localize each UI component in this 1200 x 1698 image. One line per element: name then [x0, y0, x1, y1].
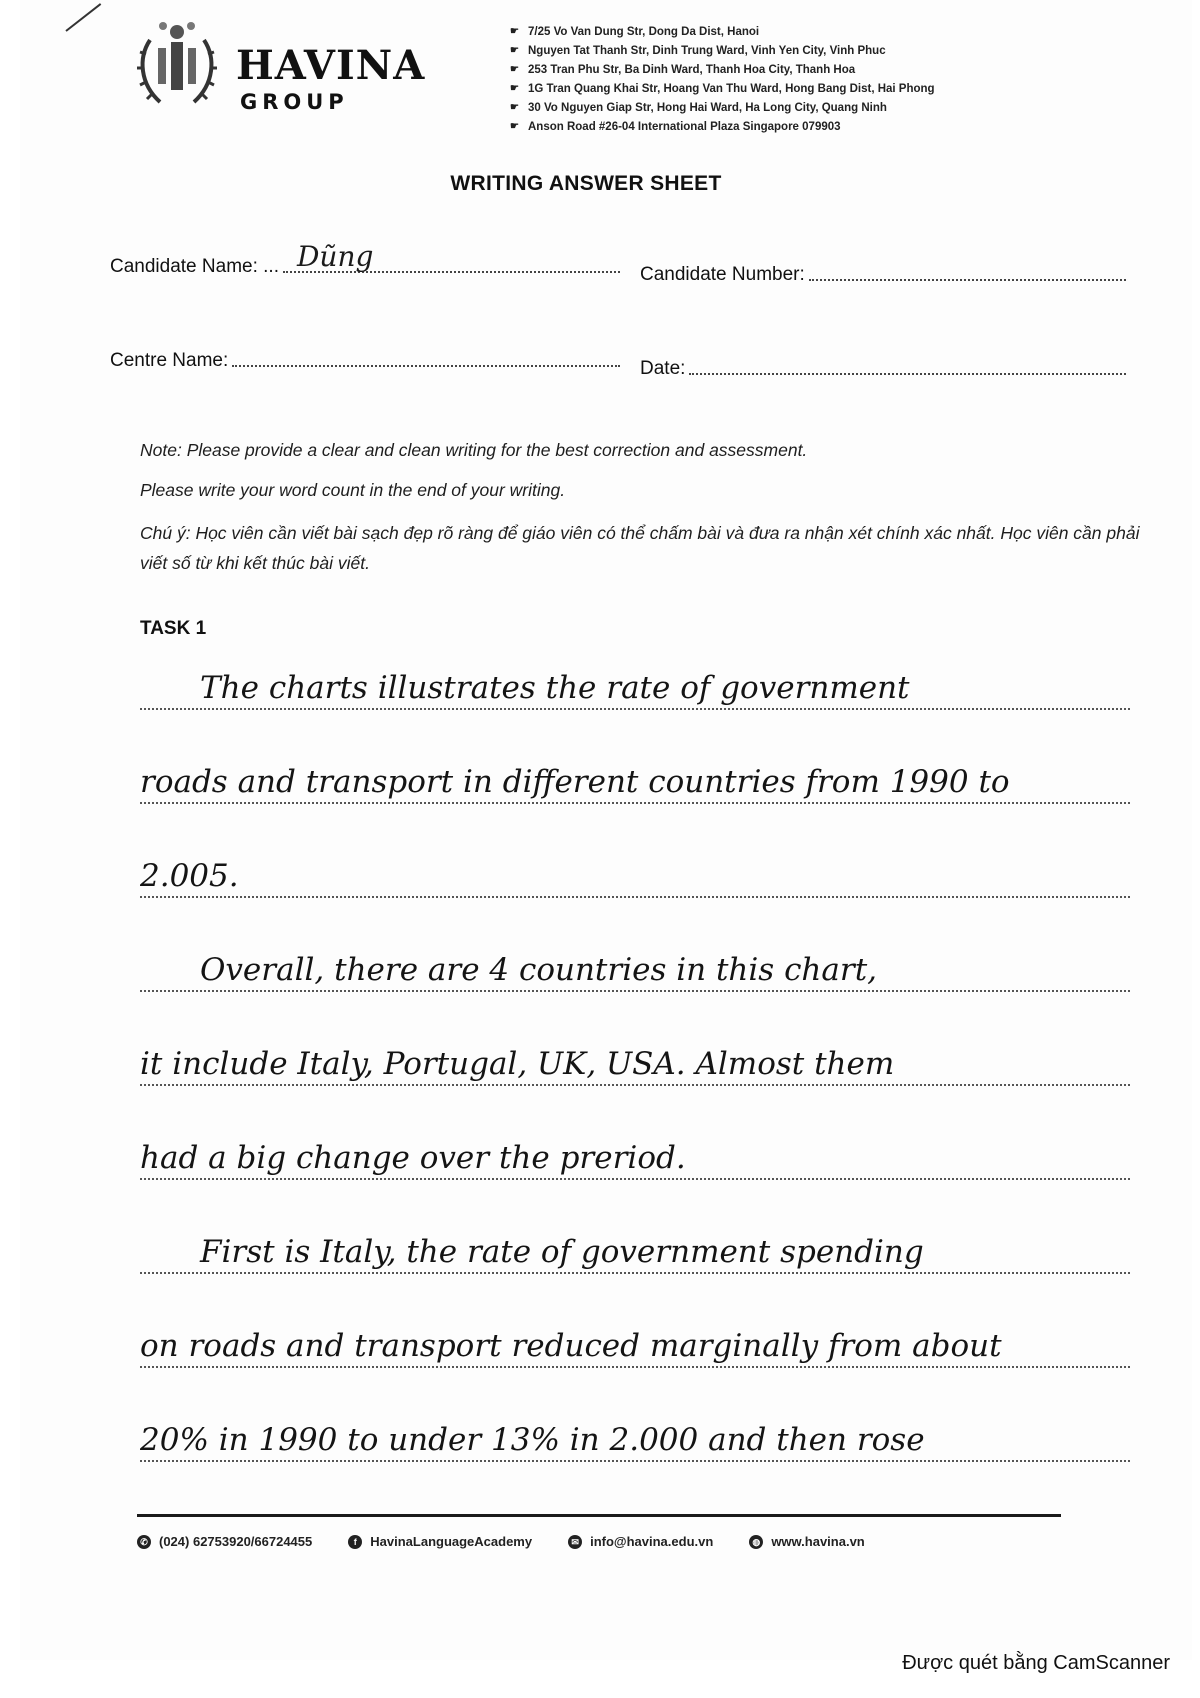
pin-icon: ☛ [510, 45, 519, 56]
answer-line: First is Italy, the rate of government spending [140, 1232, 1130, 1274]
pin-icon: ☛ [510, 64, 519, 75]
phone-icon: ✆ [137, 1535, 151, 1549]
footer-facebook: f HavinaLanguageAcademy [348, 1534, 532, 1549]
logo-name: HAVINA [236, 42, 426, 89]
centre-name-field[interactable] [110, 350, 620, 372]
address-item: ☛ 1G Tran Quang Khai Str, Hoang Van Thu Ward, Hong Bang Dist, Hai Phong [510, 82, 935, 95]
footer-divider [137, 1514, 1061, 1517]
footer-contacts [137, 1534, 1077, 1549]
laurel-emblem-icon [136, 18, 218, 110]
candidate-number-label: Candidate Number: [640, 264, 805, 285]
task-label: TASK 1 [140, 618, 207, 639]
pin-icon: ☛ [510, 102, 519, 113]
centre-name-label: Centre Name: [110, 350, 229, 371]
note-vietnamese: Chú ý: Học viên cần viết bài sạch đẹp rõ ràng để giáo viên có thể chấm bài và đưa ra nhận xét chính xác nhất. Học viên cần phải viết số từ khi kết thúc bài viết. [140, 523, 1140, 573]
email-icon: ✉ [568, 1535, 582, 1549]
scanner-watermark: Được quét bằng CamScanner [902, 1652, 1170, 1674]
answer-line: had a big change over the preriod. [140, 1138, 1130, 1180]
address-list [510, 22, 1070, 136]
facebook-icon: f [348, 1535, 362, 1549]
answer-sheet [20, 0, 1192, 1660]
answer-line: 20% in 1990 to under 13% in 2.000 and then rose [140, 1420, 1130, 1462]
pin-icon: ☛ [510, 26, 519, 37]
sheet-title: WRITING ANSWER SHEET [450, 172, 722, 195]
address-item: ☛ Nguyen Tat Thanh Str, Dinh Trung Ward, Vinh Yen City, Vinh Phuc [510, 44, 886, 57]
date-field[interactable] [640, 358, 1126, 380]
answer-line: 2.005. [140, 856, 1130, 898]
answer-line: it include Italy, Portugal, UK, USA. Almost them [140, 1044, 1130, 1086]
candidate-name-label: Candidate Name: ... [110, 256, 279, 277]
address-item: ☛ 7/25 Vo Van Dung Str, Dong Da Dist, Hanoi [510, 25, 760, 38]
answer-line: roads and transport in different countries from 1990 to [140, 762, 1130, 804]
footer-email: ✉ info@havina.edu.vn [568, 1534, 713, 1549]
candidate-name-field[interactable] [110, 240, 620, 278]
note-line: Please write your word count in the end of your writing. [140, 480, 566, 500]
answer-line: on roads and transport reduced marginally from about [140, 1326, 1130, 1368]
address-item: ☛ Anson Road #26-04 International Plaza Singapore 079903 [510, 120, 841, 133]
footer-website: ◍ www.havina.vn [749, 1534, 864, 1549]
globe-icon: ◍ [749, 1535, 763, 1549]
answer-line: Overall, there are 4 countries in this chart, [140, 950, 1130, 992]
havina-logo [136, 18, 426, 118]
address-item: ☛ 253 Tran Phu Str, Ba Dinh Ward, Thanh Hoa City, Thanh Hoa [510, 63, 856, 76]
answer-line: The charts illustrates the rate of government [140, 668, 1130, 710]
candidate-name-value: Dũng [296, 240, 374, 273]
logo-subtitle: GROUP [240, 90, 349, 114]
address-item: ☛ 30 Vo Nguyen Giap Str, Hong Hai Ward, Ha Long City, Quang Ninh [510, 101, 887, 114]
instructions-note [140, 438, 1140, 594]
date-label: Date: [640, 358, 686, 379]
candidate-number-field[interactable] [640, 264, 1126, 286]
pin-icon: ☛ [510, 121, 519, 132]
footer-phone: ✆ (024) 62753920/66724455 [137, 1534, 312, 1549]
pin-icon: ☛ [510, 83, 519, 94]
note-line: Note: Please provide a clear and clean writing for the best correction and assessment. [140, 440, 808, 460]
